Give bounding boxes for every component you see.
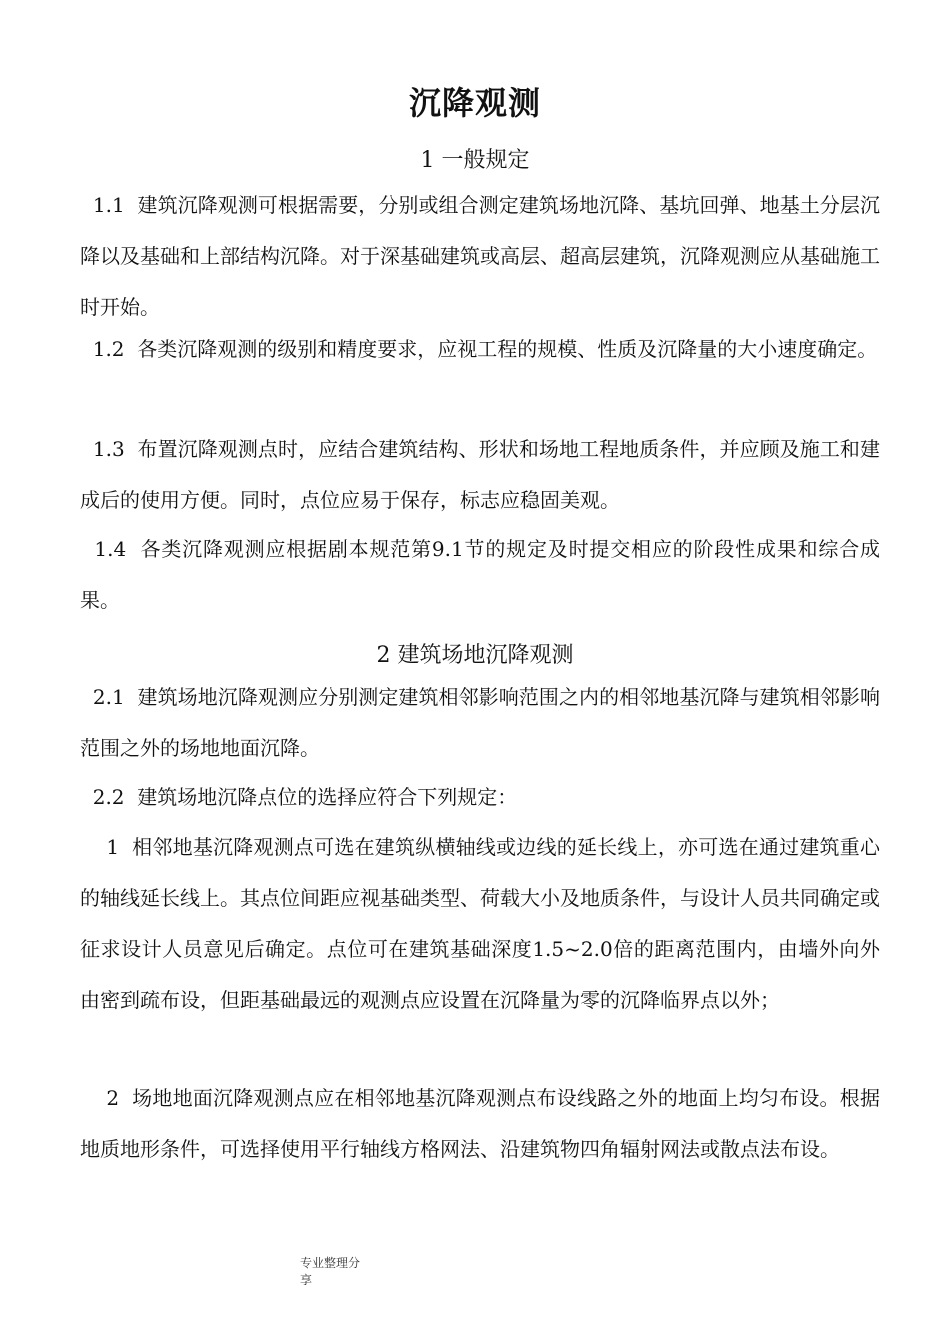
paragraph-1-3: 1.3 布置沉降观测点时，应结合建筑结构、形状和场地工程地质条件，并应顾及施工和建成后的使用方便。同时，点位应易于保存，标志应稳固美观。: [80, 437, 880, 512]
paragraph-2-2: 2.2 建筑场地沉降点位的选择应符合下列规定：: [80, 785, 518, 809]
paragraph-2-2-item-2: 2 场地地面沉降观测点应在相邻地基沉降观测点布设线路之外的地面上均匀布设。根据地质地形条件，可选择使用平行轴线方格网法、沿建筑物四角辐射网法或散点法布设。: [80, 1086, 880, 1161]
footer-watermark: [300, 1255, 380, 1289]
paragraph-1-2: 1.2 各类沉降观测的级别和精度要求，应视工程的规模、性质及沉降量的大小速度确定。: [80, 337, 878, 361]
paragraph-1-4: 1.4 各类沉降观测应根据剧本规范第9.1节的规定及时提交相应的阶段性成果和综合成果。: [80, 537, 881, 612]
section-heading-2: 2 建筑场地沉降观测: [376, 643, 574, 668]
section-heading-1: 1 一般规定: [420, 148, 530, 173]
footer-line-1: 专业整理分: [300, 1256, 361, 1270]
footer-line-2: 享: [300, 1273, 313, 1287]
paragraph-2-1: 2.1 建筑场地沉降观测应分别测定建筑相邻影响范围之内的相邻地基沉降与建筑相邻影响范围之外的场地地面沉降。: [80, 685, 880, 760]
document-title: 沉降观测: [408, 84, 541, 122]
paragraph-1-1: 1.1 建筑沉降观测可根据需要，分别或组合测定建筑场地沉降、基坑回弹、地基土分层沉降以及基础和上部结构沉降。对于深基础建筑或高层、超高层建筑，沉降观测应从基础施工时开始。: [80, 193, 880, 319]
paragraph-2-2-item-1: 1 相邻地基沉降观测点可选在建筑纵横轴线或边线的延长线上，亦可选在通过建筑重心的轴线延长线上。其点位间距应视基础类型、荷载大小及地质条件，与设计人员共同确定或征求设计人员意见后确定。点位可在建筑基础深度1.5~2.0倍的距离范围内，由墙外向外由密到疏布设，但距基础最远的观测点应设置在沉降量为零的沉降临界点以外；: [80, 835, 880, 1012]
